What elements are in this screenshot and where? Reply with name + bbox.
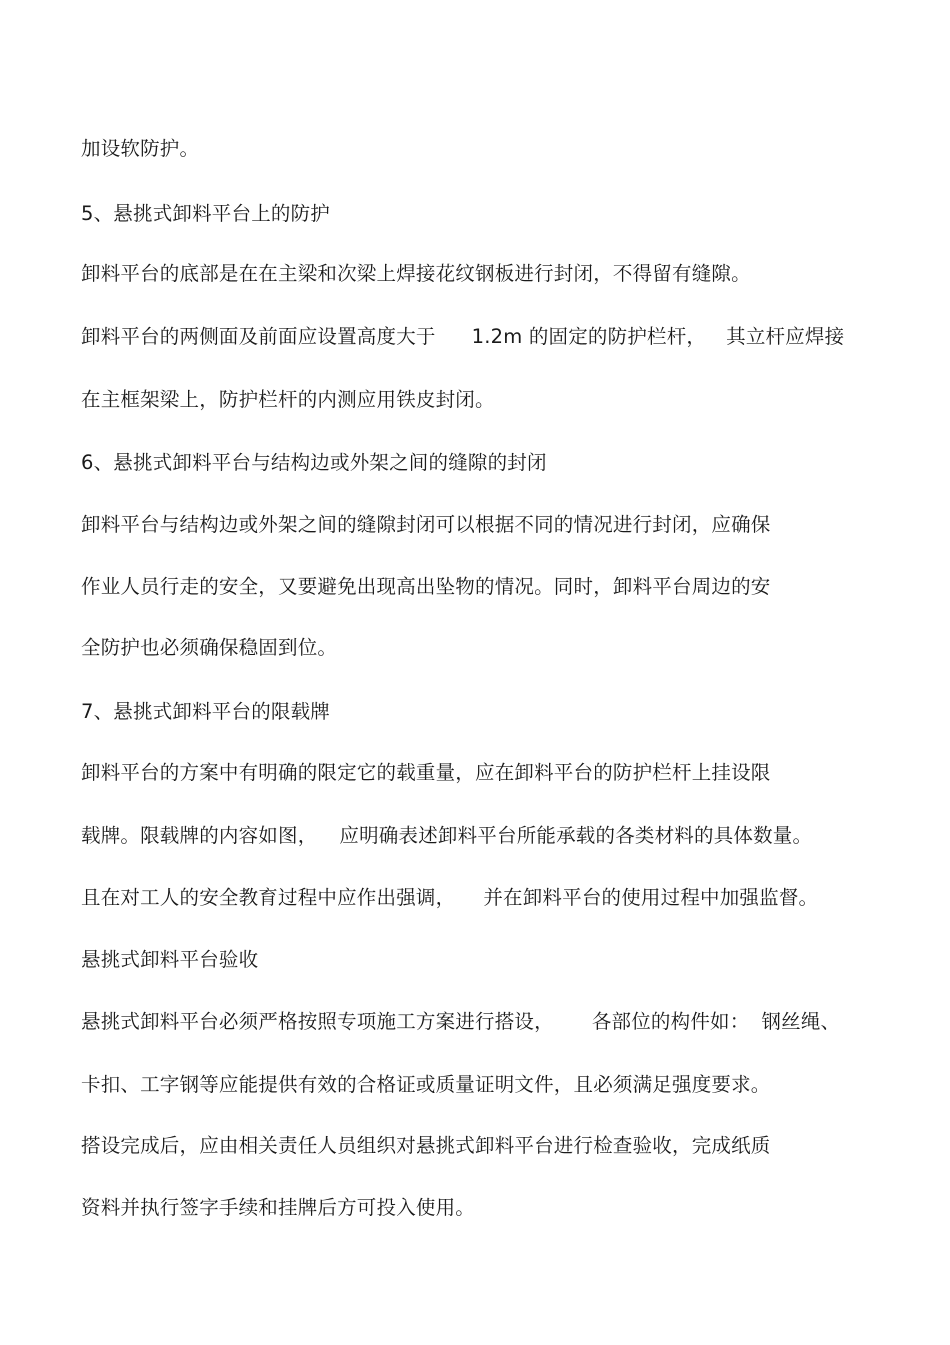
text-segment: 卸料平台的两侧面及前面应设置高度大于 xyxy=(81,325,436,348)
text-segment: 且在对工人的安全教育过程中应作出强调， xyxy=(81,886,456,909)
text-segment: 其立杆应焊接 xyxy=(726,325,845,348)
text-segment: 在主框架梁上，防护栏杆的内测应用铁皮封闭。 xyxy=(81,388,495,411)
paragraph-line xyxy=(81,886,818,910)
paragraph-line xyxy=(81,1196,475,1220)
text-segment: 作业人员行走的安全，又要避免出现高出坠物的情况。同时，卸料平台周边的安 xyxy=(81,575,771,598)
paragraph-line xyxy=(81,513,771,537)
text-segment: 应明确表述卸料平台所能承载的各类材料的具体数量。 xyxy=(339,824,813,847)
text-segment: 5、悬挑式卸料平台上的防护 xyxy=(81,202,331,225)
paragraph-line xyxy=(81,575,771,599)
paragraph-line xyxy=(81,824,812,848)
paragraph-line xyxy=(81,636,337,660)
text-segment: 载牌。限载牌的内容如图， xyxy=(81,824,318,847)
paragraph-line xyxy=(81,388,495,412)
paragraph-line xyxy=(81,1073,771,1097)
text-segment: 卸料平台与结构边或外架之间的缝隙封闭可以根据不同的情况进行封闭，应确保 xyxy=(81,513,771,536)
text-segment: 加设软防护。 xyxy=(81,137,200,160)
text-segment: 卸料平台的底部是在在主梁和次梁上焊接花纹钢板进行封闭，不得留有缝隙。 xyxy=(81,262,751,285)
text-segment: 搭设完成后，应由相关责任人员组织对悬挑式卸料平台进行检查验收，完成纸质 xyxy=(81,1134,771,1157)
text-segment: 并在卸料平台的使用过程中加强监督。 xyxy=(483,886,819,909)
text-segment: 7、悬挑式卸料平台的限载牌 xyxy=(81,700,331,723)
paragraph-line xyxy=(81,262,751,286)
section-heading-7 xyxy=(81,700,330,724)
text-segment: 全防护也必须确保稳固到位。 xyxy=(81,636,338,659)
paragraph-line xyxy=(81,1010,840,1034)
paragraph-line xyxy=(81,1134,771,1158)
section-heading-6 xyxy=(81,451,547,475)
text-segment: 钢丝绳、 xyxy=(761,1010,841,1033)
text-segment: 悬挑式卸料平台验收 xyxy=(81,948,259,971)
section-heading-acceptance xyxy=(81,948,258,972)
text-segment: 资料并执行签字手续和挂牌后方可投入使用。 xyxy=(81,1196,476,1219)
section-heading-5 xyxy=(81,202,330,226)
text-segment: 悬挑式卸料平台必须严格按照专项施工方案进行搭设， xyxy=(81,1010,554,1033)
paragraph-line xyxy=(81,325,844,349)
text-segment: 各部位的构件如： xyxy=(591,1010,750,1033)
text-segment: 卸料平台的方案中有明确的限定它的载重量，应在卸料平台的防护栏杆上挂设限 xyxy=(81,761,771,784)
text-segment: 卡扣、工字钢等应能提供有效的合格证或质量证明文件，且必须满足强度要求。 xyxy=(81,1073,771,1096)
text-segment: 6、悬挑式卸料平台与结构边或外架之间的缝隙的封闭 xyxy=(81,451,547,474)
paragraph-line xyxy=(81,137,199,161)
paragraph-line xyxy=(81,761,771,785)
text-segment: 1.2m 的固定的防护栏杆， xyxy=(471,325,707,348)
